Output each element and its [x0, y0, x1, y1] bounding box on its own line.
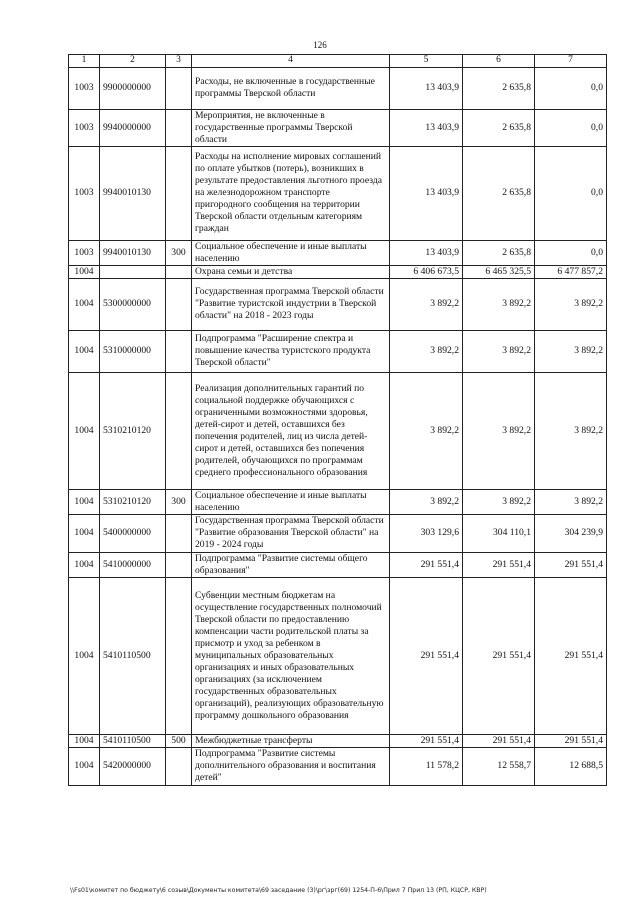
section-code-cell: 1003 — [69, 146, 100, 240]
amount-year2-cell: 2 635,8 — [463, 146, 535, 240]
target-article-code-cell: 5310210120 — [100, 489, 166, 514]
expense-type-code-cell — [166, 552, 192, 577]
amount-year1-cell: 291 551,4 — [390, 734, 463, 747]
amount-year3-cell: 291 551,4 — [535, 734, 607, 747]
amount-year2-cell: 2 635,8 — [463, 240, 535, 265]
amount-year3-cell: 291 551,4 — [535, 552, 607, 577]
section-code-cell: 1004 — [69, 747, 100, 785]
column-header: 3 — [166, 55, 192, 68]
item-name-cell: Социальное обеспечение и иные выплаты населению — [192, 240, 390, 265]
item-name-cell: Социальное обеспечение и иные выплаты населению — [192, 489, 390, 514]
table-row — [69, 747, 607, 785]
expense-type-code-cell — [166, 278, 192, 330]
amount-year2-cell: 291 551,4 — [463, 552, 535, 577]
item-name-cell: Реализация дополнительных гарантий по социальной поддержке обучающихся с ограниченными возможностями здоровья, детей-сирот и детей, оставшихся без попечения родителей, лиц из числа детей-сирот и детей, оставшихся без попечения родителей, обучающихся по программам среднего профессионального образования — [192, 372, 390, 489]
section-code-cell: 1004 — [69, 330, 100, 372]
item-name-cell: Мероприятия, не включенные в государственные программы Тверской области — [192, 109, 390, 146]
item-name-cell: Подпрограмма "Расширение спектра и повышение качества туристского продукта Тверской области" — [192, 330, 390, 372]
expense-type-code-cell — [166, 747, 192, 785]
target-article-code-cell: 9940010130 — [100, 240, 166, 265]
target-article-code-cell: 5410110500 — [100, 734, 166, 747]
item-name-cell: Подпрограмма "Развитие системы общего образования" — [192, 552, 390, 577]
section-code-cell: 1003 — [69, 67, 100, 109]
amount-year1-cell: 13 403,9 — [390, 67, 463, 109]
amount-year1-cell: 13 403,9 — [390, 240, 463, 265]
target-article-code-cell: 5410000000 — [100, 552, 166, 577]
amount-year3-cell: 0,0 — [535, 240, 607, 265]
amount-year1-cell: 13 403,9 — [390, 146, 463, 240]
column-header: 7 — [535, 55, 607, 68]
column-header: 1 — [69, 55, 100, 68]
expense-type-code-cell — [166, 330, 192, 372]
target-article-code-cell: 9940000000 — [100, 109, 166, 146]
table-row — [69, 240, 607, 265]
expense-type-code-cell — [166, 372, 192, 489]
amount-year2-cell: 3 892,2 — [463, 489, 535, 514]
item-name-cell: Расходы на исполнение мировых соглашений по оплате убытков (потерь), возникших в результате предоставления льготного проезда на железнодорожном транспорте пригородного сообщения на территории Тверской области отдельным категориям граждан — [192, 146, 390, 240]
target-article-code-cell — [100, 265, 166, 278]
item-name-cell: Подпрограмма "Развитие системы дополнительного образования и воспитания детей" — [192, 747, 390, 785]
table-row — [69, 734, 607, 747]
item-name-cell: Государственная программа Тверской области "Развитие туристской индустрии в Тверской области" на 2018 - 2023 годы — [192, 278, 390, 330]
amount-year3-cell: 3 892,2 — [535, 489, 607, 514]
amount-year1-cell: 303 129,6 — [390, 514, 463, 552]
amount-year1-cell: 3 892,2 — [390, 278, 463, 330]
amount-year2-cell: 2 635,8 — [463, 109, 535, 146]
section-code-cell: 1004 — [69, 489, 100, 514]
amount-year3-cell: 304 239,9 — [535, 514, 607, 552]
section-code-cell: 1004 — [69, 734, 100, 747]
amount-year2-cell: 3 892,2 — [463, 372, 535, 489]
amount-year1-cell: 13 403,9 — [390, 109, 463, 146]
table-row — [69, 489, 607, 514]
item-name-cell: Расходы, не включенные в государственные программы Тверской области — [192, 67, 390, 109]
amount-year3-cell: 0,0 — [535, 67, 607, 109]
amount-year2-cell: 6 465 325,5 — [463, 265, 535, 278]
amount-year1-cell: 3 892,2 — [390, 372, 463, 489]
amount-year1-cell: 291 551,4 — [390, 577, 463, 734]
section-code-cell: 1004 — [69, 577, 100, 734]
amount-year3-cell: 0,0 — [535, 146, 607, 240]
amount-year2-cell: 2 635,8 — [463, 67, 535, 109]
amount-year2-cell: 291 551,4 — [463, 734, 535, 747]
section-code-cell: 1004 — [69, 265, 100, 278]
amount-year3-cell: 6 477 857,2 — [535, 265, 607, 278]
amount-year1-cell: 3 892,2 — [390, 330, 463, 372]
amount-year2-cell: 291 551,4 — [463, 577, 535, 734]
amount-year3-cell: 12 688,5 — [535, 747, 607, 785]
column-header: 6 — [463, 55, 535, 68]
expense-type-code-cell — [166, 265, 192, 278]
section-code-cell: 1004 — [69, 372, 100, 489]
column-header: 4 — [192, 55, 390, 68]
expense-type-code-cell: 300 — [166, 489, 192, 514]
amount-year3-cell: 3 892,2 — [535, 330, 607, 372]
table-row — [69, 330, 607, 372]
amount-year2-cell: 3 892,2 — [463, 278, 535, 330]
section-code-cell: 1004 — [69, 278, 100, 330]
amount-year3-cell: 3 892,2 — [535, 278, 607, 330]
target-article-code-cell: 5400000000 — [100, 514, 166, 552]
target-article-code-cell: 5410110500 — [100, 577, 166, 734]
target-article-code-cell: 5420000000 — [100, 747, 166, 785]
amount-year3-cell: 291 551,4 — [535, 577, 607, 734]
table-body — [69, 67, 607, 785]
amount-year2-cell: 3 892,2 — [463, 330, 535, 372]
section-code-cell: 1004 — [69, 552, 100, 577]
table-row — [69, 146, 607, 240]
amount-year3-cell: 0,0 — [535, 109, 607, 146]
amount-year3-cell: 3 892,2 — [535, 372, 607, 489]
budget-table — [68, 54, 607, 786]
table-row — [69, 109, 607, 146]
table-row — [69, 278, 607, 330]
amount-year2-cell: 12 558,7 — [463, 747, 535, 785]
target-article-code-cell: 5310210120 — [100, 372, 166, 489]
amount-year2-cell: 304 110,1 — [463, 514, 535, 552]
column-header: 5 — [390, 55, 463, 68]
target-article-code-cell: 5310000000 — [100, 330, 166, 372]
amount-year1-cell: 291 551,4 — [390, 552, 463, 577]
expense-type-code-cell: 300 — [166, 240, 192, 265]
item-name-cell: Межбюджетные трансферты — [192, 734, 390, 747]
amount-year1-cell: 6 406 673,5 — [390, 265, 463, 278]
table-row — [69, 67, 607, 109]
item-name-cell: Охрана семьи и детства — [192, 265, 390, 278]
table-row — [69, 514, 607, 552]
table-row — [69, 552, 607, 577]
file-path-footer: \\Fs01\комитет по бюджету\6 созыв\Документы комитета\69 заседание (3)\рг\зрг(69) 1254-П-6\Прил 7 Прил 13 (РП, КЦСР, КВР) — [70, 887, 487, 894]
amount-year1-cell: 11 578,2 — [390, 747, 463, 785]
column-number-row — [69, 55, 607, 68]
section-code-cell: 1004 — [69, 514, 100, 552]
expense-type-code-cell — [166, 67, 192, 109]
section-code-cell: 1003 — [69, 109, 100, 146]
target-article-code-cell: 9940010130 — [100, 146, 166, 240]
target-article-code-cell: 9900000000 — [100, 67, 166, 109]
section-code-cell: 1003 — [69, 240, 100, 265]
column-header: 2 — [100, 55, 166, 68]
expense-type-code-cell — [166, 109, 192, 146]
expense-type-code-cell — [166, 514, 192, 552]
table-row — [69, 265, 607, 278]
amount-year1-cell: 3 892,2 — [390, 489, 463, 514]
table-row — [69, 372, 607, 489]
expense-type-code-cell — [166, 577, 192, 734]
table-row — [69, 577, 607, 734]
target-article-code-cell: 5300000000 — [100, 278, 166, 330]
page-number: 126 — [313, 40, 327, 50]
expense-type-code-cell — [166, 146, 192, 240]
expense-type-code-cell: 500 — [166, 734, 192, 747]
item-name-cell: Субвенции местным бюджетам на осуществление государственных полномочий Тверской области по предоставлению компенсации части родительской платы за присмотр и уход за ребенком в муниципальных образовательных организациях и иных образовательных организациях (за исключением государственных образовательных организаций), реализующих образовательную программу дошкольного образования — [192, 577, 390, 734]
item-name-cell: Государственная программа Тверской области "Развитие образования Тверской области" на 2019 - 2024 годы — [192, 514, 390, 552]
